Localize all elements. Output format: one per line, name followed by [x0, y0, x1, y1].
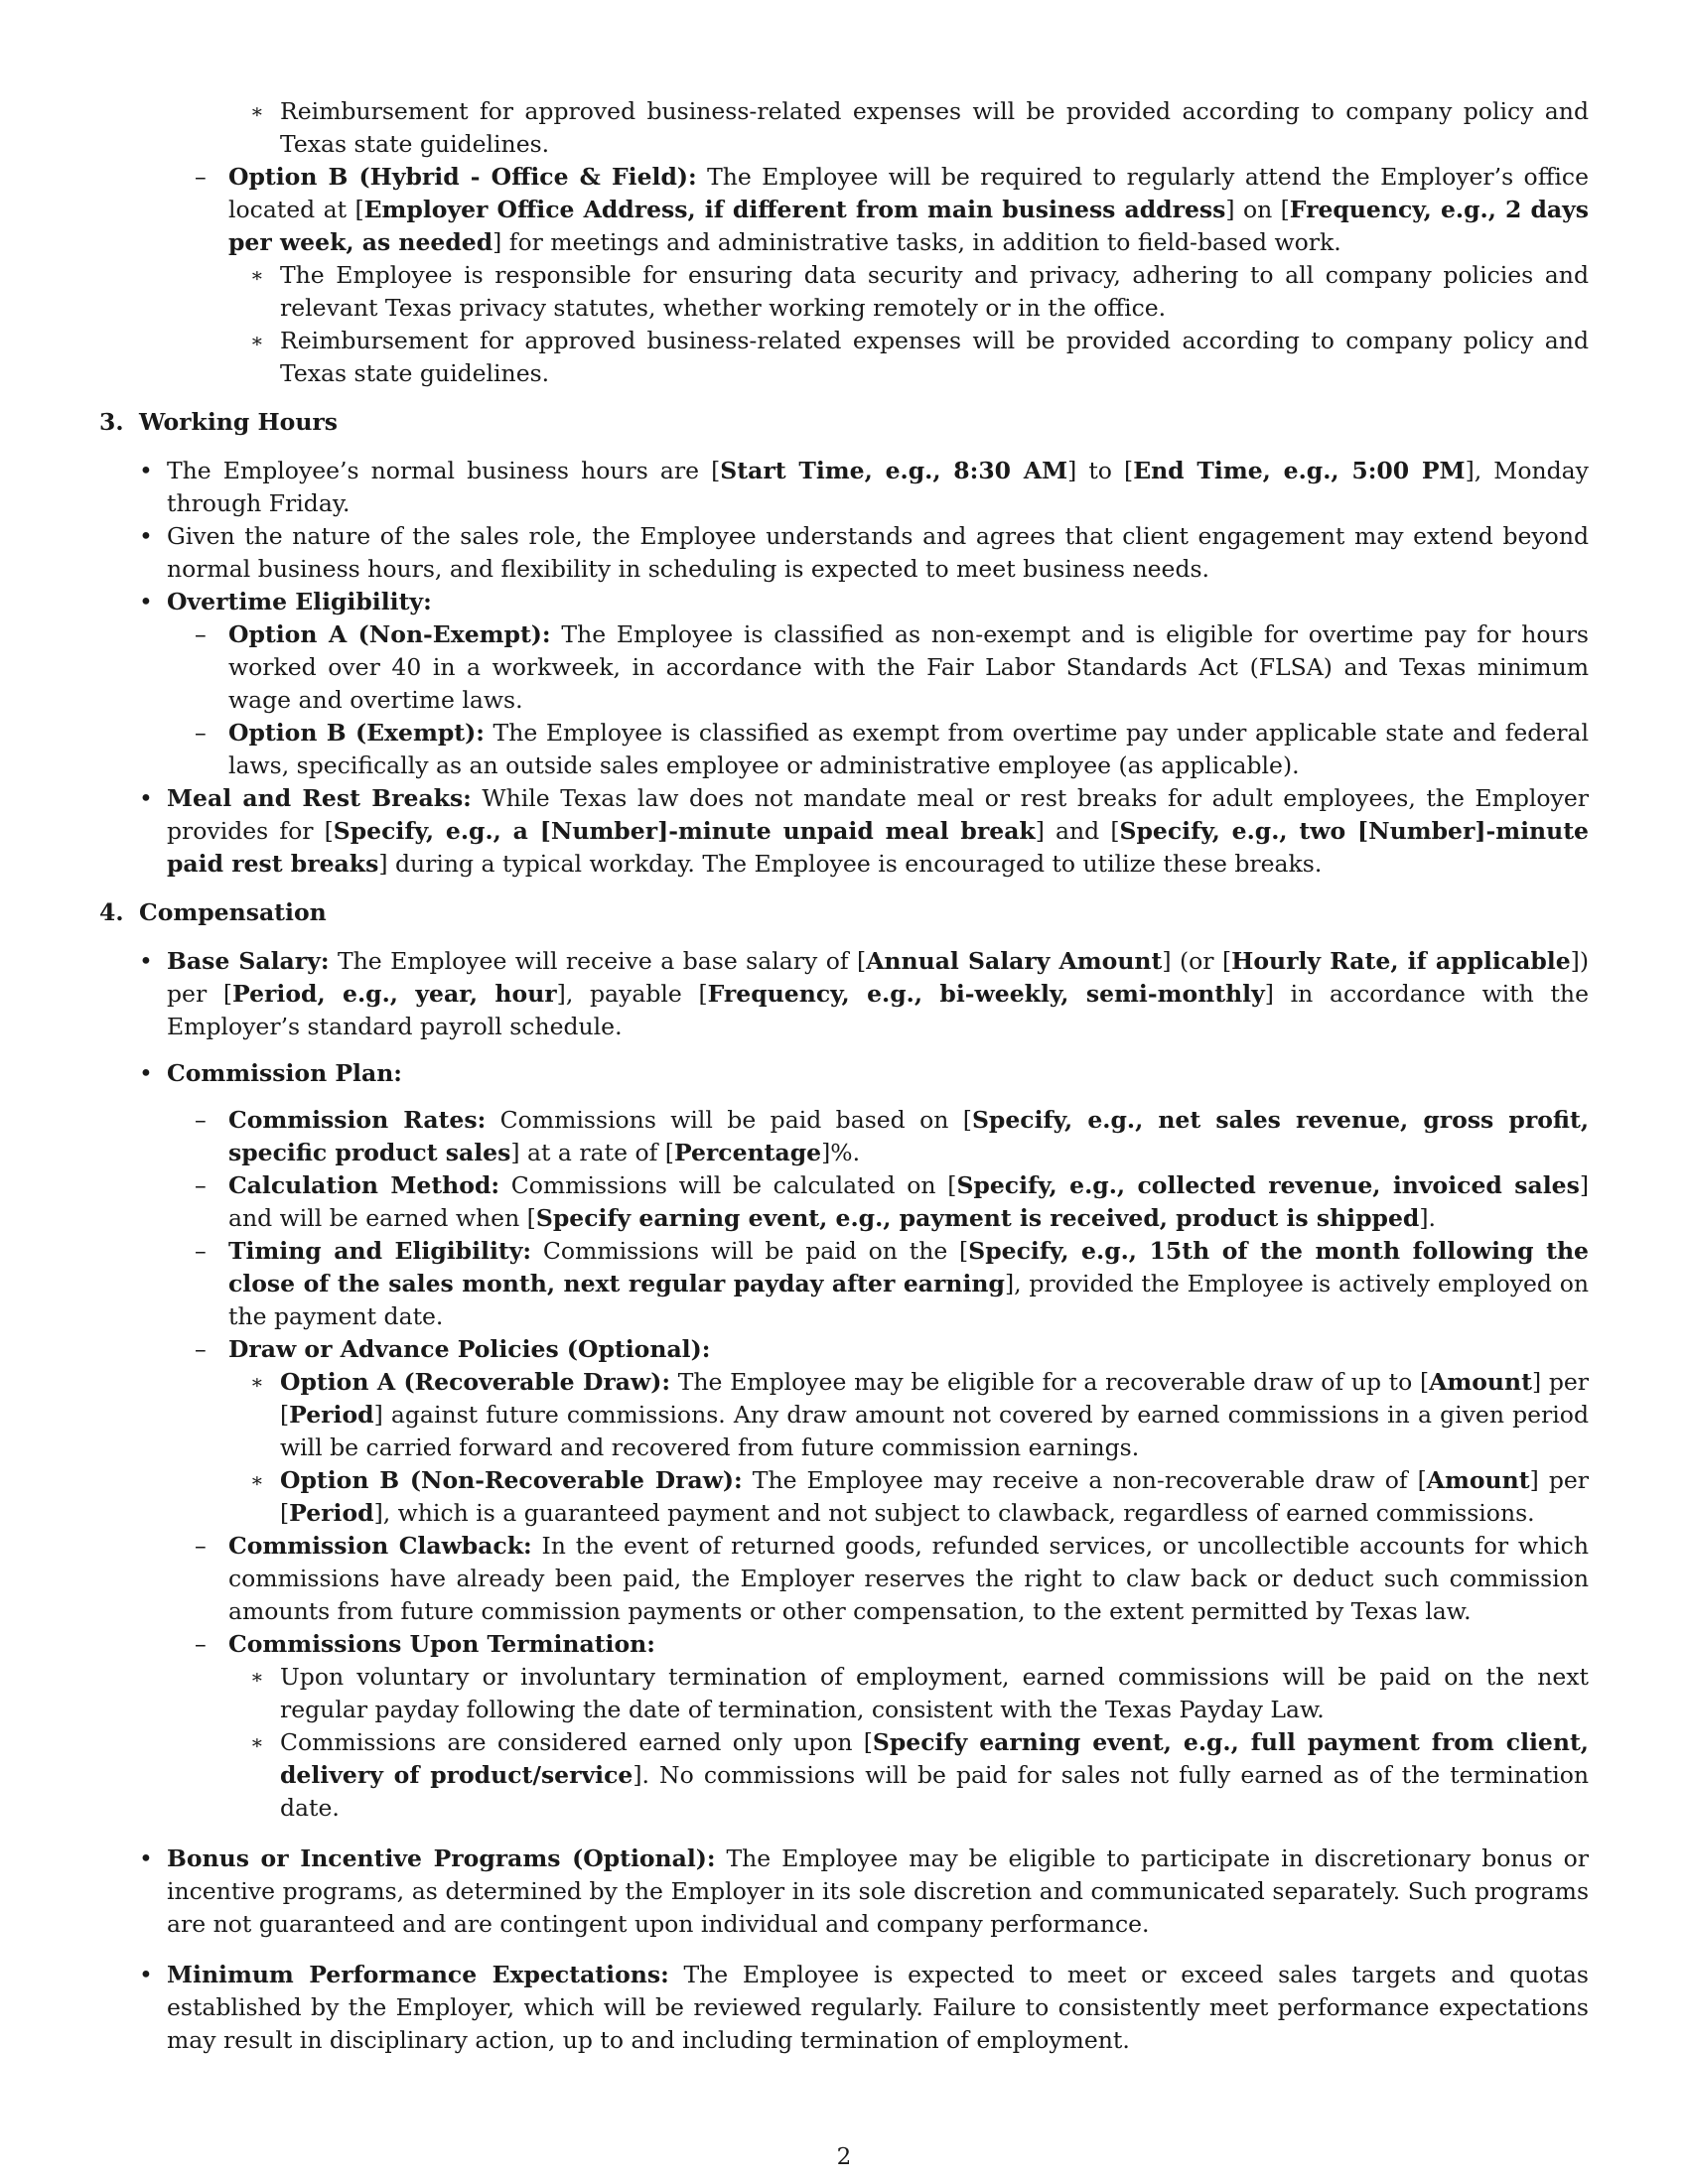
list-item: [99, 1843, 1589, 1941]
dash-bullet-icon: –: [195, 1335, 207, 1363]
item-label: Commission Plan:: [167, 1059, 402, 1087]
item-text: Commissions will be paid on the [: [531, 1237, 969, 1265]
placeholder-text: Period: [289, 1499, 374, 1527]
list-item: [99, 1959, 1589, 2057]
item-text: ] to [: [1067, 457, 1134, 484]
item-text: The Employee will be required to regularly attend the Employer’s office located at [: [228, 163, 1589, 223]
list-item: [99, 1464, 1589, 1530]
placeholder-text: Specify earning event, e.g., full payment from client, delivery of product/service: [280, 1728, 1589, 1789]
list-item: [99, 1057, 1589, 1090]
item-label: Calculation Method:: [228, 1171, 500, 1199]
item-text: ] during a typical workday. The Employee is encouraged to utilize these breaks.: [378, 850, 1323, 878]
item-label: Option A (Recoverable Draw):: [280, 1368, 671, 1396]
placeholder-text: Start Time, e.g., 8:30 AM: [720, 457, 1068, 484]
list-item: [99, 586, 1589, 618]
document-page: [99, 95, 1589, 2057]
placeholder-text: Amount: [1429, 1368, 1532, 1396]
item-label: Commissions Upon Termination:: [228, 1630, 655, 1658]
list-item: [99, 1333, 1589, 1366]
item-text: Upon voluntary or involuntary termination of employment, earned commissions will be paid on the next regular payday following the date of termination, consistent with the Texas Payday Law.: [280, 1663, 1589, 1723]
placeholder-text: Percentage: [673, 1139, 822, 1166]
item-text: The Employee is classified as exempt from overtime pay under applicable state and federal laws, specifically as an outside sales employee or administrative employee (as applicable).: [228, 719, 1590, 779]
item-text: While Texas law does not mandate meal or rest breaks for adult employees, the Employer provides for [: [167, 784, 1589, 845]
list-item: [99, 945, 1589, 1043]
item-text: Commissions will be paid based on [: [486, 1106, 972, 1134]
item-text: The Employee may be eligible for a recoverable draw of up to [: [670, 1368, 1430, 1396]
item-label: Option B (Exempt):: [228, 719, 485, 747]
dash-bullet-icon: –: [195, 1237, 207, 1265]
list-item: [99, 95, 1589, 161]
item-label: Base Salary:: [167, 947, 330, 975]
placeholder-text: Specify, e.g., 15th of the month following the close of the sales month, next regular payday after earning: [228, 1237, 1589, 1297]
placeholder-text: Employer Office Address, if different from main business address: [363, 196, 1226, 223]
item-text: Commissions are considered earned only upon [: [280, 1728, 873, 1756]
item-text: Given the nature of the sales role, the Employee understands and agrees that client engagement may extend beyond normal business hours, and flexibility in scheduling is expected to meet business needs.: [167, 522, 1589, 583]
item-label: Option B (Hybrid - Office & Field):: [228, 163, 697, 191]
item-text: ] per [: [280, 1466, 1590, 1527]
dash-bullet-icon: –: [195, 163, 207, 191]
item-label: Overtime Eligibility:: [167, 588, 432, 615]
item-label: Commission Rates:: [228, 1106, 487, 1134]
list-item: [99, 1628, 1589, 1661]
item-text: ] on [: [1225, 196, 1290, 223]
list-item: [99, 782, 1589, 881]
bullet-icon: •: [139, 1059, 153, 1087]
section-number: 3.: [99, 408, 124, 436]
page-number: 2: [836, 2144, 852, 2170]
bullet-icon: •: [139, 588, 153, 615]
placeholder-text: Frequency, e.g., bi-weekly, semi-monthly: [707, 980, 1265, 1008]
section-heading: [99, 406, 1589, 439]
item-label: Timing and Eligibility:: [228, 1237, 532, 1265]
item-text: ]) per [: [167, 947, 1589, 1008]
asterisk-bullet-icon: ∗: [250, 99, 264, 123]
list-item: [99, 1104, 1589, 1169]
item-text: ], Monday through Friday.: [167, 457, 1589, 517]
section-heading: [99, 896, 1589, 929]
list-item: [99, 618, 1589, 717]
list-item: [99, 1661, 1589, 1726]
placeholder-text: Specify, e.g., net sales revenue, gross profit, specific product sales: [228, 1106, 1589, 1166]
item-label: Meal and Rest Breaks:: [167, 784, 472, 812]
item-label: Option A (Non-Exempt):: [228, 620, 551, 648]
section-number: 4.: [99, 898, 124, 926]
item-text: ]. No commissions will be paid for sales not fully earned as of the termination date.: [280, 1761, 1589, 1822]
item-text: The Employee is expected to meet or exceed sales targets and quotas established by the Employer, which will be reviewed regularly. Failure to consistently meet performance expectations may result in disciplinary action, up to and including termination of employment.: [167, 1961, 1589, 2054]
list-item: [99, 1235, 1589, 1333]
section-title: Compensation: [139, 898, 327, 926]
list-item: [99, 717, 1589, 782]
bullet-icon: •: [139, 784, 153, 812]
asterisk-bullet-icon: ∗: [250, 1730, 264, 1754]
list-item: [99, 161, 1589, 259]
item-text: Reimbursement for approved business-related expenses will be provided according to company policy and Texas state guidelines.: [280, 327, 1589, 387]
list-item: [99, 455, 1589, 520]
item-label: Draw or Advance Policies (Optional):: [228, 1335, 711, 1363]
placeholder-text: Period, e.g., year, hour: [232, 980, 557, 1008]
item-text: ] per [: [280, 1368, 1590, 1429]
list-item: [99, 1169, 1589, 1235]
placeholder-text: Annual Salary Amount: [866, 947, 1163, 975]
item-text: ] and [: [1035, 817, 1120, 845]
item-text: In the event of returned goods, refunded services, or uncollectible accounts for which commissions have already been paid, the Employer reserves the right to claw back or deduct such commission amounts from future commission payments or other compensation, to the extent permitted by Texas law.: [228, 1532, 1589, 1625]
item-text: ], payable [: [556, 980, 708, 1008]
list-item: [99, 325, 1589, 390]
section-title: Working Hours: [139, 408, 339, 436]
bullet-icon: •: [139, 947, 153, 975]
item-text: The Employee is classified as non-exempt and is eligible for overtime pay for hours worked over 40 in a workweek, in accordance with the Fair Labor Standards Act (FLSA) and Texas minimum wage and overtime laws.: [228, 620, 1589, 714]
item-text: The Employee may receive a non-recoverable draw of [: [742, 1466, 1427, 1494]
item-label: Minimum Performance Expectations:: [167, 1961, 669, 1988]
dash-bullet-icon: –: [195, 719, 207, 747]
placeholder-text: Period: [289, 1401, 374, 1429]
asterisk-bullet-icon: ∗: [250, 1370, 264, 1394]
dash-bullet-icon: –: [195, 1106, 207, 1134]
list-item: [99, 1366, 1589, 1464]
bullet-icon: •: [139, 457, 153, 484]
item-text: Reimbursement for approved business-related expenses will be provided according to company policy and Texas state guidelines.: [280, 97, 1589, 158]
dash-bullet-icon: –: [195, 1532, 207, 1560]
asterisk-bullet-icon: ∗: [250, 263, 264, 287]
dash-bullet-icon: –: [195, 1171, 207, 1199]
item-text: The Employee will receive a base salary of [: [329, 947, 867, 975]
bullet-icon: •: [139, 1961, 153, 1988]
dash-bullet-icon: –: [195, 620, 207, 648]
bullet-icon: •: [139, 522, 153, 550]
asterisk-bullet-icon: ∗: [250, 1468, 264, 1492]
item-text: The Employee is responsible for ensuring data security and privacy, adhering to all company policies and relevant Texas privacy statutes, whether working remotely or in the office.: [280, 261, 1589, 322]
bullet-icon: •: [139, 1844, 153, 1872]
placeholder-text: Hourly Rate, if applicable: [1231, 947, 1571, 975]
list-item: [99, 1726, 1589, 1825]
placeholder-text: End Time, e.g., 5:00 PM: [1133, 457, 1466, 484]
item-text: Commissions will be calculated on [: [499, 1171, 957, 1199]
item-text: ], which is a guaranteed payment and not subject to clawback, regardless of earned commissions.: [373, 1499, 1535, 1527]
item-text: ] against future commissions. Any draw amount not covered by earned commissions in a given period will be carried forward and recovered from future commission earnings.: [280, 1401, 1589, 1461]
placeholder-text: Frequency, e.g., 2 days per week, as needed: [228, 196, 1589, 256]
dash-bullet-icon: –: [195, 1630, 207, 1658]
placeholder-text: Specify, e.g., collected revenue, invoiced sales: [956, 1171, 1580, 1199]
item-label: Option B (Non-Recoverable Draw):: [280, 1466, 743, 1494]
placeholder-text: Specify, e.g., two [Number]-minute paid rest breaks: [167, 817, 1589, 878]
item-label: Bonus or Incentive Programs (Optional):: [167, 1844, 716, 1872]
asterisk-bullet-icon: ∗: [250, 329, 264, 352]
item-text: ] (or [: [1162, 947, 1232, 975]
item-text: ] at a rate of [: [510, 1139, 674, 1166]
item-text: The Employee’s normal business hours are [: [167, 457, 721, 484]
item-text: ] in accordance with the Employer’s standard payroll schedule.: [167, 980, 1589, 1040]
placeholder-text: Specify, e.g., a [Number]-minute unpaid meal break: [333, 817, 1036, 845]
item-text: The Employee may be eligible to participate in discretionary bonus or incentive programs, as determined by the Employer in its sole discretion and communicated separately. Such programs are not guaranteed and are contingent upon individual and company performance.: [167, 1844, 1589, 1938]
item-text: ] for meetings and administrative tasks, in addition to field-based work.: [492, 228, 1341, 256]
item-label: Commission Clawback:: [228, 1532, 532, 1560]
list-item: [99, 1530, 1589, 1628]
item-text: ].: [1419, 1204, 1436, 1232]
item-text: ], provided the Employee is actively employed on the payment date.: [228, 1270, 1590, 1330]
placeholder-text: Specify earning event, e.g., payment is received, product is shipped: [535, 1204, 1420, 1232]
placeholder-text: Amount: [1426, 1466, 1530, 1494]
list-item: [99, 259, 1589, 325]
list-item: [99, 520, 1589, 586]
item-text: ]%.: [821, 1139, 861, 1166]
asterisk-bullet-icon: ∗: [250, 1665, 264, 1689]
item-text: ] and will be earned when [: [228, 1171, 1589, 1232]
